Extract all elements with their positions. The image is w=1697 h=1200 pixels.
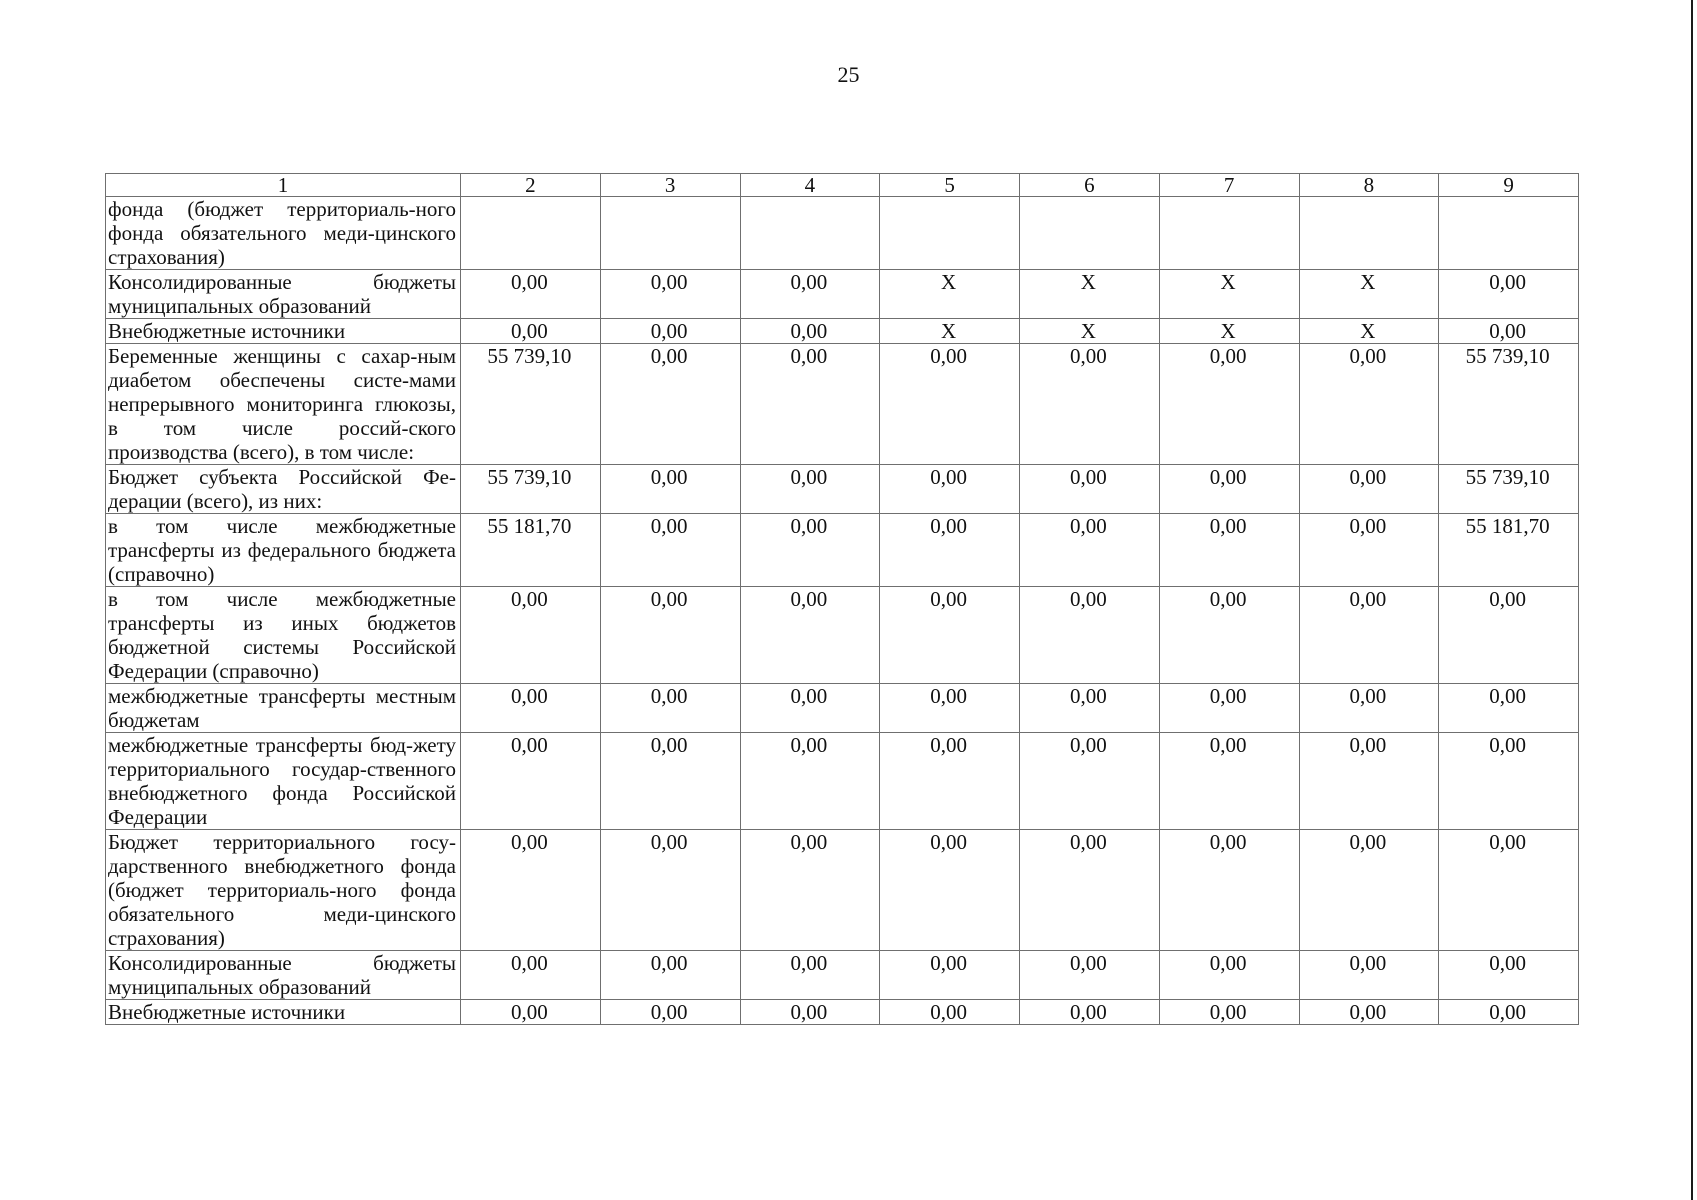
value-cell: 0,00 [461, 951, 601, 1000]
value-cell: 0,00 [1020, 465, 1160, 514]
header-row [106, 174, 1579, 197]
value-cell [1159, 197, 1299, 270]
value-cell: 0,00 [880, 733, 1020, 830]
value-cell: 0,00 [1299, 465, 1439, 514]
value-cell: 0,00 [1159, 587, 1299, 684]
value-cell: 55 181,70 [461, 514, 601, 587]
value-cell: X [880, 319, 1020, 344]
column-header: 9 [1439, 174, 1579, 197]
value-cell: 0,00 [1020, 951, 1160, 1000]
value-cell: 0,00 [461, 319, 601, 344]
value-cell: 0,00 [600, 587, 740, 684]
value-cell: 0,00 [880, 465, 1020, 514]
value-cell: 55 181,70 [1439, 514, 1579, 587]
value-cell [1439, 197, 1579, 270]
row-label: в том числе межбюджетные трансферты из иных бюджетов бюджетной системы Российской Федерации (справочно) [106, 587, 461, 684]
value-cell: 0,00 [1439, 270, 1579, 319]
value-cell: X [880, 270, 1020, 319]
value-cell: 0,00 [600, 514, 740, 587]
value-cell: 0,00 [740, 344, 880, 465]
column-header: 1 [106, 174, 461, 197]
value-cell: 0,00 [1439, 951, 1579, 1000]
row-label: Бюджет территориального госу-дарственного внебюджетного фонда (бюджет территориаль-ного фонда обязательного меди-цинского страхования) [106, 830, 461, 951]
row-label: Консолидированные бюджеты муниципальных образований [106, 951, 461, 1000]
value-cell: 0,00 [461, 270, 601, 319]
page-number: 25 [837, 62, 860, 87]
row-label: Беременные женщины с сахар-ным диабетом обеспечены систе-мами непрерывного мониторинга глюкозы, в том числе россий-ского производства (всего), в том числе: [106, 344, 461, 465]
value-cell: 0,00 [1439, 587, 1579, 684]
value-cell: 0,00 [1159, 344, 1299, 465]
value-cell: 0,00 [1439, 830, 1579, 951]
value-cell: 0,00 [600, 344, 740, 465]
value-cell: 0,00 [1439, 319, 1579, 344]
value-cell: 0,00 [880, 951, 1020, 1000]
value-cell: 0,00 [1159, 514, 1299, 587]
value-cell: 0,00 [1159, 830, 1299, 951]
value-cell: 0,00 [461, 830, 601, 951]
value-cell: 0,00 [600, 684, 740, 733]
value-cell: 0,00 [740, 319, 880, 344]
table-row [106, 684, 1579, 733]
value-cell: X [1159, 319, 1299, 344]
table-row [106, 465, 1579, 514]
value-cell: 0,00 [1020, 344, 1160, 465]
value-cell [461, 197, 601, 270]
value-cell: 0,00 [1299, 684, 1439, 733]
value-cell [740, 197, 880, 270]
value-cell: 0,00 [740, 514, 880, 587]
value-cell: 0,00 [1159, 733, 1299, 830]
table-row [106, 830, 1579, 951]
row-label: фонда (бюджет территориаль-ного фонда обязательного меди-цинского страхования) [106, 197, 461, 270]
value-cell: 55 739,10 [461, 344, 601, 465]
value-cell: 0,00 [880, 587, 1020, 684]
value-cell: 0,00 [1439, 733, 1579, 830]
value-cell: 0,00 [1020, 830, 1160, 951]
value-cell: 0,00 [461, 1000, 601, 1025]
row-label: Бюджет субъекта Российской Фе-дерации (всего), из них: [106, 465, 461, 514]
row-label: межбюджетные трансферты местным бюджетам [106, 684, 461, 733]
column-header: 6 [1020, 174, 1160, 197]
value-cell: X [1159, 270, 1299, 319]
value-cell: 0,00 [880, 684, 1020, 733]
row-label: межбюджетные трансферты бюд-жету территориального государ-ственного внебюджетного фонда Российской Федерации [106, 733, 461, 830]
value-cell: 0,00 [1159, 951, 1299, 1000]
value-cell: 0,00 [1299, 951, 1439, 1000]
column-header: 8 [1299, 174, 1439, 197]
value-cell [1020, 197, 1160, 270]
table-row [106, 951, 1579, 1000]
budget-table [105, 173, 1579, 1025]
value-cell: 0,00 [600, 270, 740, 319]
row-label: в том числе межбюджетные трансферты из федерального бюджета (справочно) [106, 514, 461, 587]
value-cell: 0,00 [1159, 465, 1299, 514]
value-cell: 0,00 [1020, 514, 1160, 587]
value-cell: 0,00 [740, 270, 880, 319]
row-label: Внебюджетные источники [106, 319, 461, 344]
table-row [106, 1000, 1579, 1025]
table-header [106, 174, 1579, 197]
table-row [106, 344, 1579, 465]
value-cell: 0,00 [600, 1000, 740, 1025]
value-cell: 0,00 [1439, 684, 1579, 733]
value-cell [880, 197, 1020, 270]
table-body [106, 197, 1579, 1025]
value-cell: X [1020, 270, 1160, 319]
column-header: 3 [600, 174, 740, 197]
value-cell: 0,00 [740, 951, 880, 1000]
value-cell: 0,00 [1299, 830, 1439, 951]
value-cell: 0,00 [1159, 684, 1299, 733]
value-cell: 0,00 [1299, 587, 1439, 684]
value-cell: 0,00 [740, 684, 880, 733]
value-cell: X [1299, 319, 1439, 344]
value-cell: 0,00 [461, 733, 601, 830]
value-cell: 0,00 [1439, 1000, 1579, 1025]
row-label: Внебюджетные источники [106, 1000, 461, 1025]
column-header: 7 [1159, 174, 1299, 197]
value-cell: 55 739,10 [1439, 344, 1579, 465]
value-cell: 0,00 [1299, 344, 1439, 465]
value-cell [600, 197, 740, 270]
value-cell: 0,00 [600, 951, 740, 1000]
value-cell: 0,00 [1020, 733, 1160, 830]
value-cell: 0,00 [740, 1000, 880, 1025]
value-cell: 0,00 [600, 465, 740, 514]
scan-edge-line [1691, 0, 1693, 1200]
value-cell [1299, 197, 1439, 270]
value-cell: X [1299, 270, 1439, 319]
value-cell: 0,00 [880, 830, 1020, 951]
value-cell: 0,00 [1020, 1000, 1160, 1025]
value-cell: 55 739,10 [461, 465, 601, 514]
value-cell: 0,00 [740, 465, 880, 514]
row-label: Консолидированные бюджеты муниципальных образований [106, 270, 461, 319]
value-cell: 0,00 [740, 587, 880, 684]
value-cell: 0,00 [1020, 684, 1160, 733]
table-row [106, 587, 1579, 684]
value-cell: 0,00 [1299, 733, 1439, 830]
table-row [106, 319, 1579, 344]
table-row [106, 733, 1579, 830]
value-cell: 0,00 [600, 830, 740, 951]
value-cell: 0,00 [740, 733, 880, 830]
table-row [106, 270, 1579, 319]
value-cell: 0,00 [880, 514, 1020, 587]
value-cell: 0,00 [740, 830, 880, 951]
value-cell: 0,00 [1299, 1000, 1439, 1025]
value-cell: 0,00 [1159, 1000, 1299, 1025]
value-cell: 0,00 [1020, 587, 1160, 684]
column-header: 2 [461, 174, 601, 197]
value-cell: 0,00 [1299, 514, 1439, 587]
table-row [106, 197, 1579, 270]
value-cell: X [1020, 319, 1160, 344]
value-cell: 0,00 [461, 684, 601, 733]
column-header: 5 [880, 174, 1020, 197]
table-row [106, 514, 1579, 587]
value-cell: 0,00 [600, 733, 740, 830]
column-header: 4 [740, 174, 880, 197]
value-cell: 0,00 [880, 344, 1020, 465]
value-cell: 0,00 [600, 319, 740, 344]
value-cell: 0,00 [461, 587, 601, 684]
value-cell: 55 739,10 [1439, 465, 1579, 514]
value-cell: 0,00 [880, 1000, 1020, 1025]
